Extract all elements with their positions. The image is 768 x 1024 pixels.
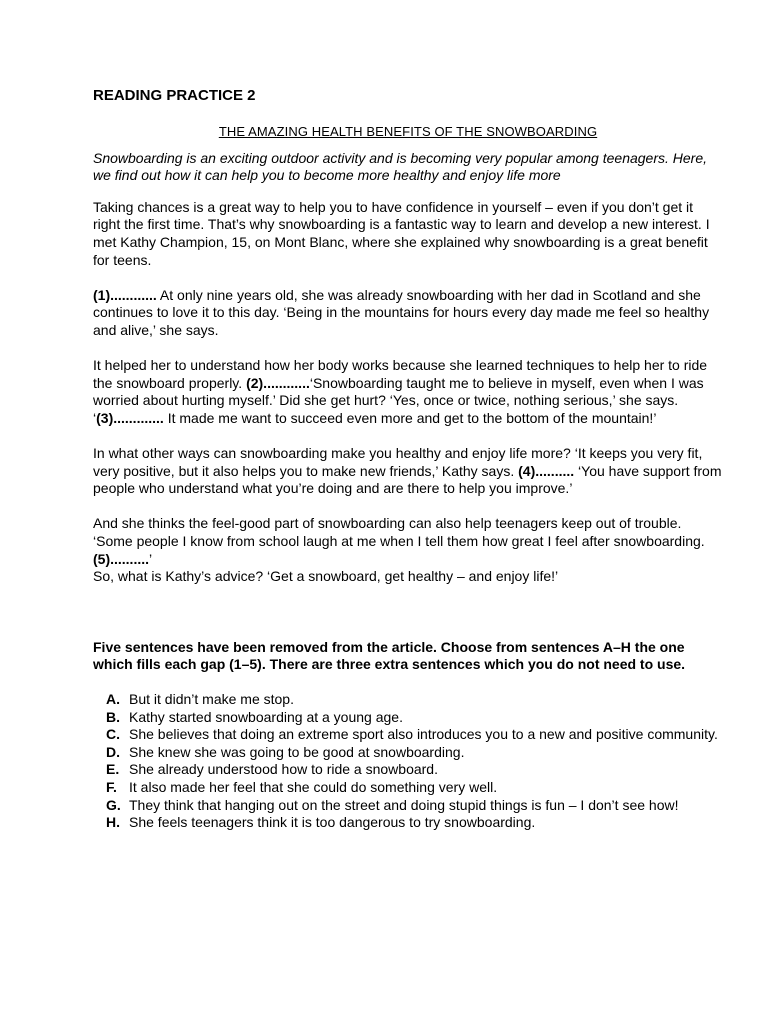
option-text: She believes that doing an extreme sport also introduces you to a new and positive community. (129, 726, 718, 743)
option-letter: G. (106, 796, 121, 813)
gap-3-marker: (3)............. (96, 409, 164, 426)
paragraph-text: It helped her to understand how her body works because she learned techniques to help her to ride the snowboard properly. (93, 357, 708, 391)
option-letter: B. (106, 708, 120, 725)
option-f (106, 779, 723, 797)
option-text: She knew she was going to be good at snowboarding. (129, 743, 465, 760)
document-title: READING PRACTICE 2 (93, 87, 256, 104)
document-page (93, 87, 723, 832)
paragraph-text: Taking chances is a great way to help you to have confidence in yourself – even if you don’t get it right the first time. That’s why snowboarding is a fantastic way to learn and develop a new interest. I met Kathy Champion, 15, on Mont Blanc, where she explained why snowboarding is a great benefit for teens. (93, 198, 710, 268)
option-letter: D. (106, 743, 120, 760)
option-letter: C. (106, 726, 120, 743)
gap-2-marker: (2)............ (246, 374, 310, 391)
option-b (106, 709, 723, 727)
paragraph-text: And she thinks the feel-good part of snowboarding can also help teenagers keep out of trouble. ‘Some people I know from school laugh at me when I tell them how great I feel after snowboarding. (93, 515, 705, 550)
option-a (106, 691, 723, 709)
paragraph-text: At only nine years old, she was already snowboarding with her dad in Scotland and she continues to love it to this day. ‘Being in the mountains for hours every day made me feel so healthy and alive,’ she says. (93, 286, 710, 338)
paragraph-gap-1 (93, 287, 723, 340)
option-text: But it didn’t make me stop. (129, 691, 294, 708)
option-c (106, 726, 723, 744)
article-title: THE AMAZING HEALTH BENEFITS OF THE SNOWBOARDING (218, 124, 598, 139)
paragraph-text: ‘You have support from people who understand what you’re doing and are there to help you improve.’ (93, 462, 722, 497)
gap-5-marker: (5).......... (93, 550, 150, 567)
paragraph-text: ‘Snowboarding taught me to believe in myself, even when I was worried about hurting myself.’ Did she get hurt? ‘Yes, once or twice, nothing serious,’ she says. ‘ (93, 374, 704, 426)
option-letter: E. (106, 761, 120, 778)
option-letter: A. (106, 691, 120, 708)
option-d (106, 744, 723, 762)
options-list (106, 691, 723, 832)
article-lead: Snowboarding is an exciting outdoor activity and is becoming very popular among teenagers. Here, we find out how it can help you to become more healthy and enjoy life more (93, 149, 708, 184)
option-letter: H. (106, 814, 120, 831)
task-instructions: Five sentences have been removed from the article. Choose from sentences A–H the one which fills each gap (1–5). There are three extra sentences which you do not need to use. (93, 638, 686, 673)
option-text: She already understood how to ride a snowboard. (129, 761, 438, 778)
option-h (106, 814, 723, 832)
paragraph-text: It made me want to succeed even more and get to the bottom of the mountain!’ (163, 409, 657, 426)
gap-4-marker: (4).......... (518, 462, 575, 479)
paragraph-gap-4 (93, 445, 723, 498)
gap-1-marker: (1)............ (93, 286, 157, 303)
paragraph-text: In what other ways can snowboarding make you healthy and enjoy life more? ‘It keeps you very fit, very positive, but it also helps you to make new friends,’ Kathy says. (93, 445, 703, 479)
option-text: Kathy started snowboarding at a young age. (129, 708, 403, 725)
option-text: She feels teenagers think it is too dangerous to try snowboarding. (129, 814, 536, 831)
option-e (106, 761, 723, 779)
paragraph-gap-5 (93, 515, 723, 585)
paragraph-gap-2-3 (93, 357, 723, 427)
paragraph-text: ’ (149, 550, 153, 567)
paragraph-intro (93, 199, 723, 269)
option-g (106, 797, 723, 815)
option-text: They think that hanging out on the street and doing stupid things is fun – I don’t see how! (129, 796, 679, 813)
paragraph-closing: So, what is Kathy’s advice? ‘Get a snowboard, get healthy – and enjoy life!’ (93, 568, 559, 585)
option-text: It also made her feel that she could do something very well. (129, 779, 498, 795)
option-letter: F. (106, 779, 117, 795)
